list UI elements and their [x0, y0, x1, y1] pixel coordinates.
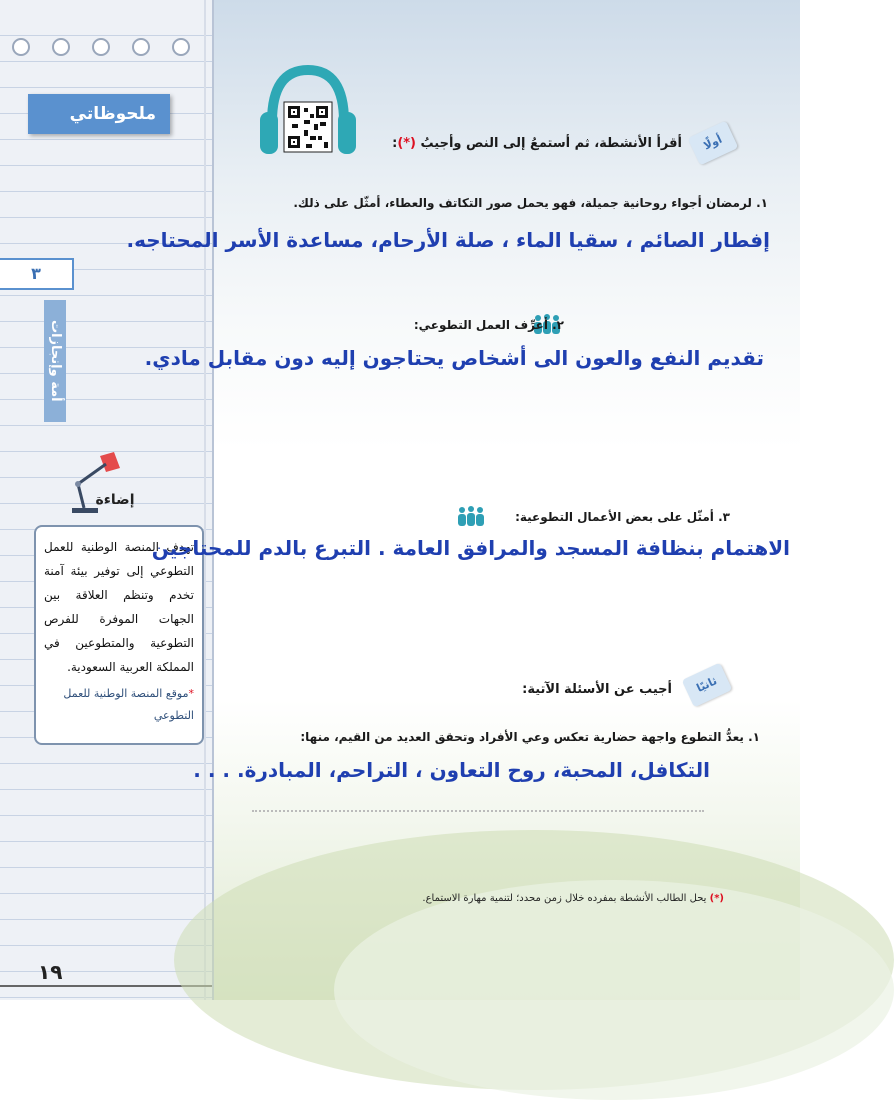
- instruction-star: (*): [397, 136, 416, 151]
- page-number: ١٩: [38, 960, 63, 984]
- idaa-source: [44, 683, 194, 727]
- binder-hole: [92, 38, 110, 56]
- binder-hole: [132, 38, 150, 56]
- answer-3[interactable]: الاهتمام بنظافة المسجد والمرافق العامة . التبرع بالدم للمحتاجين: [151, 536, 790, 560]
- notes-sidebar: [0, 0, 214, 1000]
- question-4: ١. يعدُّ التطوع واجهة حضارية تعكس وعي الأفراد وتحقق العديد من القيم، منها:: [300, 730, 760, 744]
- footnote-text: يحل الطالب الأنشطة بمفرده خلال زمن محدد؛ لتنمية مهارة الاستماع.: [422, 893, 707, 904]
- section1-instruction: [392, 136, 682, 151]
- source-text: موقع المنصة الوطنية للعمل التطوعي: [63, 687, 194, 722]
- unit-title: أمة وإنجازات: [44, 300, 66, 422]
- binder-hole: [12, 38, 30, 56]
- headphones-qr-icon[interactable]: [258, 58, 358, 168]
- instruction-text: أقرأ الأنشطة، ثم أستمعُ إلى النص وأجيبُ: [420, 136, 682, 151]
- binder-hole: [172, 38, 190, 56]
- footnote: [422, 893, 724, 904]
- margin-line: [204, 0, 206, 1000]
- footnote-star: (*): [709, 893, 724, 904]
- idaa-title: إضاءة: [95, 492, 135, 508]
- unit-number: ٣: [0, 258, 74, 290]
- people-icon: [456, 505, 486, 527]
- answer-2[interactable]: تقديم النفع والعون الى أشخاص يحتاجون إليه دون مقابل مادي.: [144, 346, 764, 370]
- section-badge-second: ثانيًا: [682, 663, 733, 708]
- instruction-colon: :: [392, 136, 398, 151]
- binder-hole: [52, 38, 70, 56]
- question-2: ٢. أعرِّف العمل التطوعي:: [413, 318, 564, 332]
- notes-tab: ملحوظاتي: [28, 94, 170, 134]
- answer-dotted-line: [252, 800, 704, 812]
- lamp-icon: [60, 450, 130, 520]
- question-1: ١. لرمضان أجواء روحانية جميلة، فهو يحمل صور التكاتف والعطاء، أمثّل على ذلك.: [293, 196, 768, 210]
- answer-1[interactable]: إفطار الصائم ، سقيا الماء ، صلة الأرحام، مساعدة الأسر المحتاجه.: [126, 228, 770, 252]
- source-star: *: [188, 687, 194, 700]
- background-swoosh: [334, 880, 894, 1100]
- idaa-text: تهدف المنصة الوطنية للعمل التطوعي إلى توفير بيئة آمنة تخدم وتنظم العلاقة بين الجهات الموفرة للفرص التطوعية والمتطوعين في المملكة العربية السعودية.: [44, 540, 194, 674]
- section2-instruction: أجيب عن الأسئلة الآتية:: [522, 682, 672, 697]
- question-3: ٣. أمثّل على بعض الأعمال التطوعية:: [515, 510, 730, 524]
- section-badge-first: أولًا: [688, 121, 739, 166]
- answer-4[interactable]: التكافل، المحبة، روح التعاون ، التراحم، المبادرة. . . .: [193, 758, 710, 782]
